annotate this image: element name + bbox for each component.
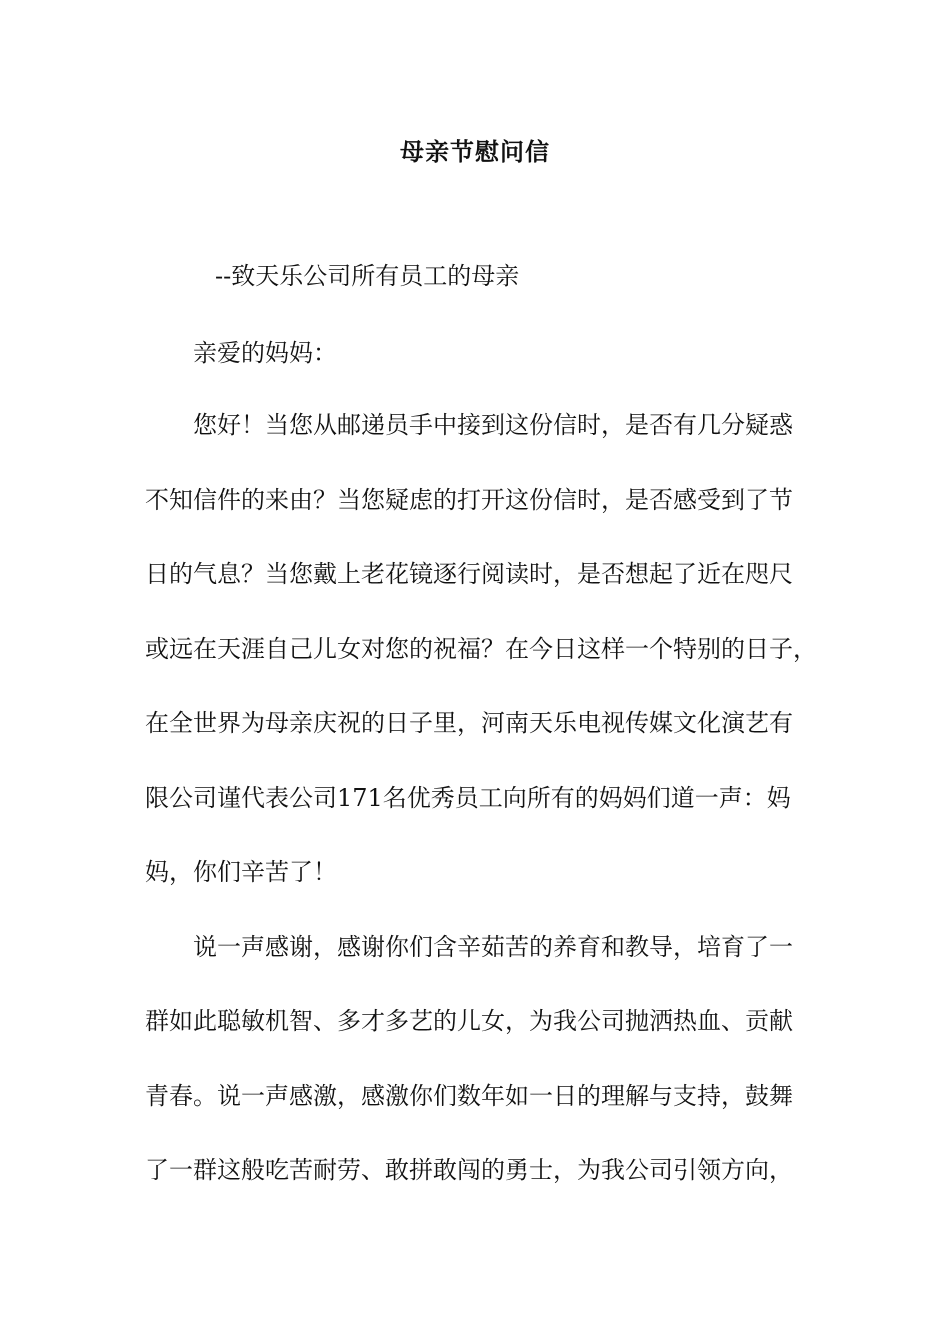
paragraph-line: 群如此聪敏机智、多才多艺的儿女，为我公司抛洒热血、贡献 [145, 1007, 793, 1035]
paragraph-line: 说一声感谢，感谢你们含辛茹苦的养育和教导，培育了一 [193, 933, 793, 961]
paragraph-line: 日的气息？当您戴上老花镜逐行阅读时，是否想起了近在咫尺 [145, 560, 793, 588]
paragraph-line: 不知信件的来由？当您疑虑的打开这份信时，是否感受到了节 [145, 486, 793, 514]
paragraph-line: 在全世界为母亲庆祝的日子里，河南天乐电视传媒文化演艺有 [145, 709, 793, 737]
document-title: 母亲节慰问信 [400, 137, 550, 166]
paragraph-line: 青春。说一声感激，感激你们数年如一日的理解与支持，鼓舞 [145, 1082, 793, 1110]
paragraph-line: 或远在天涯自己儿女对您的祝福？在今日这样一个特别的日子， [145, 635, 817, 663]
paragraph-line: 限公司谨代表公司171名优秀员工向所有的妈妈们道一声：妈 [145, 784, 791, 812]
salutation: 亲爱的妈妈： [193, 339, 337, 367]
paragraph-line: 您好！当您从邮递员手中接到这份信时，是否有几分疑惑 [193, 411, 793, 439]
document-subtitle: --致天乐公司所有员工的母亲 [215, 262, 520, 290]
paragraph-line: 了一群这般吃苦耐劳、敢拼敢闯的勇士，为我公司引领方向， [145, 1156, 793, 1184]
paragraph-line: 妈，你们辛苦了！ [145, 858, 337, 886]
